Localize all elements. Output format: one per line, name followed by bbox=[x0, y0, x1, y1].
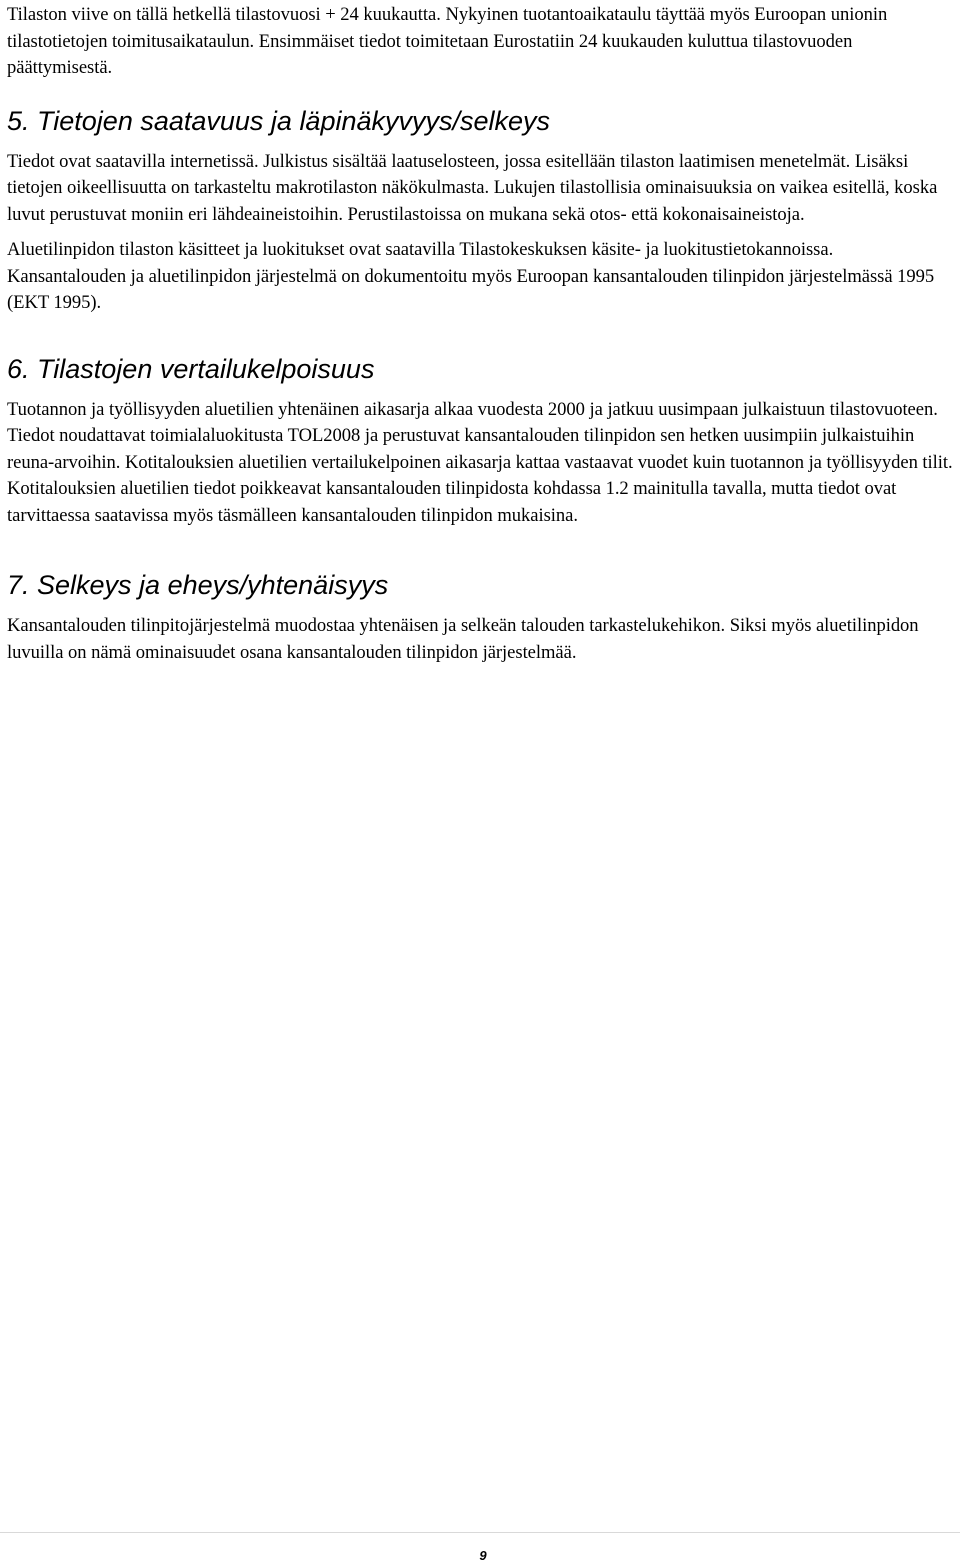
section-5-paragraph-1: Tiedot ovat saatavilla internetissä. Julkistus sisältää laatuselosteen, jossa esitellään tilaston laatimisen menetelmät. Lisäksi tietojen oikeellisuutta on tarkasteltu makrotilaston näkökulmasta. Lukujen tilastollisia ominaisuuksia on vaikea esitellä, koska luvut perustuvat moniin eri lähdeaineistoihin. Perustilastoissa on mukana sekä otos- että kokonaisaineistoja. bbox=[7, 150, 938, 225]
document-page bbox=[7, 0, 955, 666]
section-6-heading: 6. Tilastojen vertailukelpoisuus bbox=[7, 353, 375, 384]
section-7-paragraph: Kansantalouden tilinpitojärjestelmä muodostaa yhtenäisen ja selkeän talouden tarkastelukehikon. Siksi myös aluetilinpidon luvuilla on nämä ominaisuudet osana kansantalouden tilinpidon järjestelmää. bbox=[7, 615, 919, 663]
section-5-heading: 5. Tietojen saatavuus ja läpinäkyvyys/selkeys bbox=[7, 105, 551, 136]
intro-paragraph: Tilaston viive on tällä hetkellä tilastovuosi + 24 kuukautta. Nykyinen tuotantoaikataulu täyttää myös Euroopan unionin tilastotietojen toimitusaikataulun. Ensimmäiset tiedot toimitetaan Eurostatiin 24 kuukauden kuluttua tilastovuoden päättymisestä. bbox=[7, 4, 888, 78]
section-5-paragraph-2: Aluetilinpidon tilaston käsitteet ja luokitukset ovat saatavilla Tilastokeskuksen käsite- ja luokitustietokannoissa. Kansantalouden ja aluetilinpidon järjestelmä on dokumentoitu myös Euroopan kansantalouden tilinpidon järjestelmässä 1995 (EKT 1995). bbox=[7, 239, 935, 313]
section-7-heading: 7. Selkeys ja eheys/yhtenäisyys bbox=[7, 570, 389, 600]
page-number: 9 bbox=[479, 1548, 487, 1563]
footer-divider bbox=[0, 1532, 960, 1533]
section-6-paragraph: Tuotannon ja työllisyyden aluetilien yhtenäinen aikasarja alkaa vuodesta 2000 ja jatkuu uusimpaan julkaistuun tilastovuoteen. Tiedot noudattavat toimialaluokitusta TOL2008 ja perustuvat kansantalouden tilinpidon sen hetken uusimpiin julkaistuihin reuna-arvoihin. Kotitalouksien aluetilien vertailukelpoinen aikasarja kattaa vastaavat vuodet kuin tuotannon ja työllisyyden tilit. Kotitalouksien aluetilien tiedot poikkeavat kansantalouden tilinpidosta kohdassa 1.2 mainitulla tavalla, mutta tiedot ovat tarvittaessa saatavissa myös täsmälleen kansantalouden tilinpidon mukaisina. bbox=[7, 398, 953, 526]
